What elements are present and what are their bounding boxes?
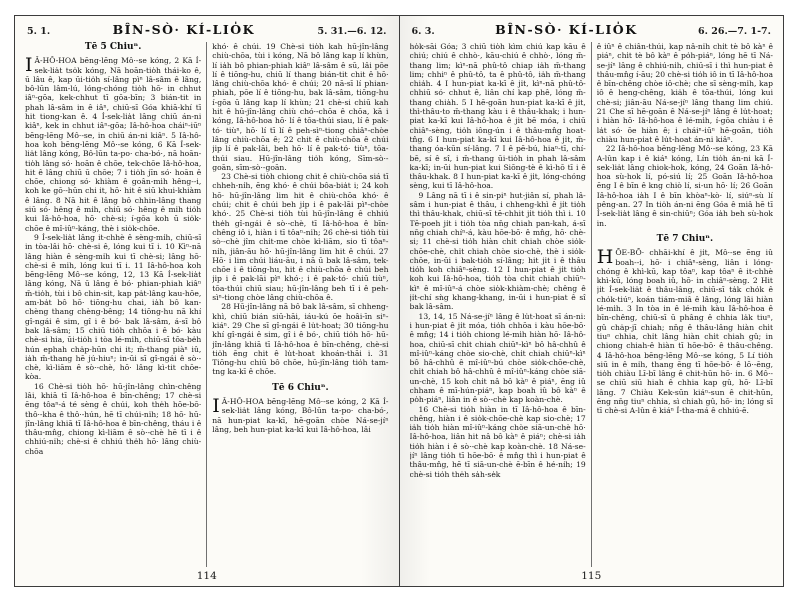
book-title: BÎN-SÒ· KÍ-LIO̍K <box>112 22 256 37</box>
chapter-heading: Tē 5 Chiuⁿ. <box>84 42 142 52</box>
right-page-column-2 <box>597 42 773 567</box>
verse-paragraph: 9 Í-sek-lia̍t lâng it-chhè ê sèng-mi̍h, chiū-sī in tòa-lâi hō· chè-si ê, lóng kui tī i. 10 Kìⁿ-nā lâng hiàn ê sèng-mi̍h kui tī chè-si; lâng hō· chè-si ê mi̍h, lóng kui tī i. 11 Iâ-hô-hoa koh bēng-lēng Mô·-se kóng, 12, 13 Kā Í-sek-lia̍t lâng kóng, Nā ū lâng ê bó· phian-phiah kiâⁿ m̄-tio̍h, tùi i bô chin-si̍t, kap pa̍t-lâng kau-hōe, am-ba̍t bô hō· tiōng-hu chai, ia̍h bô kan-chèng thang chèng-bêng; 14 tiōng-hu nā khí gî-ngái ê sim, gî i ê bó· bak lâ-sâm, á-sī bô bak lâ-sâm; 15 chiū tio̍h chhōa i ê bó· kàu chè-si hia, ūi-tio̍h i tòa lé-mi̍h, chiū-sī tōa-be̍h hún ephah cha̍p-hūn chi it; m̄-thang piàⁿ iû, ia̍h m̄-thang hē jú-hiuⁿ; in-ūi sī gî-ngái ê sò·-chè, kì-liām ê sò·-chè, hō· lâng kì-tit chōe-kòa. <box>25 232 202 382</box>
verse-paragraph: ê iûⁿ ê chiân-thúi, kap nâ-ni̍h chi̍t tè bô kàⁿ ê piáⁿ, chi̍t tè bô kàⁿ ê po̍h-piáⁿ, lóng hē tī Ná-se-jíⁿ lâng ê chhiú-ni̍h, chiū-sī i thì hun-piat ê thâu-mn̂g í-āu; 20 chè-si tio̍h iô in tī Iâ-hô-hoa ê bīn-chêng chòe iô-chè; che sī sèng-mi̍h, kap iô ê heng-chêng, kia̍h ê tōa-thúi, lóng kui chè-si; jiân-āu Ná-se-jíⁿ lâng thang lim chiú. 21 Che sī hē-goān ê Ná-se-jíⁿ lâng ê lu̍t-hoat; i hiàn hō· Iâ-hô-hoa ê lé-mi̍h, í-gōa chiàu i ê la̍t só· ōe hiàn ê; i cháiⁿ-iūⁿ hē-goān, tio̍h chiàu hun-piat ê lu̍t-hoat án-ni kiâⁿ. <box>596 42 773 144</box>
running-head-right-page <box>410 21 774 40</box>
right-page-column-1 <box>410 42 586 567</box>
column-divider <box>206 42 207 567</box>
verse-reference-right: 6. 26.—7. 1-7. <box>698 26 771 37</box>
left-page-column-2 <box>212 42 388 567</box>
left-page <box>15 16 399 586</box>
verse-paragraph: 23 Chè-si tio̍h chiong chit ê chiù-chōa siá tī chheh-ni̍h, ēng khó· ê chúi bôa-bia̍t i; 24 koh hō· hū-jîn-lâng lim hit ê chiù-chōa khó· ê chúi; chit ê chúi beh ji̍p i ê pak-lāi pìⁿ-chòe khó·. 25 Chè-si tio̍h tùi hū-jîn-lâng ê chhiú the̍h gî-ngái ê sò·-chè, tī Iâ-hô-hoa ê bīn-chêng iô i, hiàn i tī tôaⁿ-ni̍h; 26 chè-si tio̍h tùi sò·-chè jîm chi̍t-me chòe kì-liām, sio tī tôaⁿ-ni̍h, jiân-āu hō· hū-jîn-lâng lim hit ê chúi. 27 Hō· i lim chúi liáu-āu, i nā ū bak lâ-sâm, tek-chōe i ê tiōng-hu, hit ê chiù-chōa ê chúi beh ji̍p i ê pak-lāi pìⁿ khó·; i ê pak-tó· chiū tiùⁿ, tōa-thúi chiū siau; hū-jîn-lâng beh tī i ê peh-sìⁿ-tiong chòe lâng chiù-chōa ê. <box>212 172 389 303</box>
text-columns <box>410 42 774 567</box>
verse-reference-right: 5. 31.—6. 12. <box>317 26 387 37</box>
page-spread <box>14 15 784 587</box>
column-divider <box>591 42 592 567</box>
text-columns <box>25 42 389 567</box>
verse-paragraph: 9 Lâng nā tī i ê sin-piⁿ hut-jiân sí, phah lâ-sâm i hun-piat ê thâu, i chheng-khì ê ji̍t tio̍h thì thâu-khak, chiū-sī tē-chhit ji̍t tio̍h thì i. 10 Tē-poeh ji̍t i tio̍h tòa nn̄g chiah pan-kah, á-sī nn̄g chiah chíⁿ-á, kàu hōe-bō· ê mn̂g, hō· chè-si; 11 chè-si tio̍h hiàn chi̍t chiah chòe sio̍k-chōe-chè, chi̍t chiah chòe sio-chè, thè i sio̍k-chōe, in-ūi i bak-tio̍h sí-lâng; hit ji̍t i ê thâu tio̍h koh chiâⁿ-sèng. 12 I hun-piat ê ji̍t tio̍h koh kui Iâ-hô-hoa, tio̍h tòa chi̍t chiah chiūⁿ-kìⁿ ê mî-iûⁿ-á chòe sio̍k-khiàm-chè; chêng ê ji̍t-chí sǹg khang-khang, in-ūi i hun-piat ê sî bak lâ-sâm. <box>409 190 586 312</box>
drop-cap: I <box>212 394 220 417</box>
chapter-heading: Tē 7 Chiuⁿ. <box>656 233 714 244</box>
page-number: 115 <box>581 570 602 582</box>
verse-paragraph: 28 Hū-jîn-lâng nā bô bak lâ-sâm, sī chheng-khì, chiū bián siū-hāi, iáu-kú ōe hoâi-īn siⁿ-kiáⁿ. 29 Che sī gî-ngái ê lu̍t-hoat; 30 tiōng-hu khí gî-ngái ê sim, gî i ê bó·, chiū tio̍h hō· hū-jîn-lâng khiā tī Iâ-hô-hoa ê bīn-chêng, chè-si tio̍h ēng chit ê lu̍t-hoat khoán-thāi i. 31 Tiōng-hu chiū bô chōe, hū-jîn-lâng tio̍h tam-tng ka-kī ê chōe. <box>212 302 389 377</box>
verse-reference-left: 5. 1. <box>27 26 51 37</box>
running-head-left-page <box>25 21 389 40</box>
right-page <box>400 16 784 586</box>
verse-paragraph: 16 Chè-si tio̍h hō· hū-jîn-lâng chìn-chêng lâi, khiā tī Iâ-hô-hoa ê bīn-chêng; 17 chè-si ēng tôaⁿ-á té sèng ê chúi, koh the̍h hōe-bō· thô·-kha ê thô·-hún, hē tī chúi-ni̍h; 18 hō· hū-jîn-lâng khiā tī Iâ-hô-hoa ê bīn-chêng, tháu i ê thâu-mn̂g, chiong kì-liām ê sò·-chè hē tī i ê chhiú-ni̍h; chè-si ê chhiú the̍h hō· lâng chiù-chōa <box>25 381 202 456</box>
verse-paragraph <box>25 56 201 233</box>
drop-cap: I <box>25 54 33 77</box>
verse-paragraph <box>597 248 773 415</box>
book-title: BÎN-SÒ· KÍ-LIO̍K <box>495 22 638 37</box>
verse-reference-left: 6. 3. <box>411 26 435 37</box>
verse-paragraph: ho̍k-sāi Góa; 3 chiū tio̍h kìm chiú kap kāu ê chiú; chiú ê chhò·, kāu-chiú ê chhò·, lóng m̄-thang lim; kìⁿ-nā phû-tô chiap ia̍h m̄-thang lim; chhiⁿ ê phû-tô, ta ê phû-tô, ia̍h m̄-thang chia̍h. 4 I hun-piat ka-kī ê ji̍t, kìⁿ-nā phû-tô-chhiū só· chhut ê, liân chí kap phê, lóng m̄-thang chia̍h. 5 I hē-goān hun-piat ka-kī ê ji̍t, thì-thâu-to m̄-thang kàu i ê thâu-khak; i hun-piat ka-kī kui Iâ-hô-hoa ê ji̍t bē móa, i chiū chiâⁿ-sèng, tio̍h iông-ún i ê thâu-mn̂g hoat-tn̂g. 6 I hun-piat ka-kī kui Iâ-hô-hoa ê ji̍t, m̄-thang óa-kūn sí-lâng. 7 I ê pē-bú, hiaⁿ-tī, chí-bē, sí ê sî, i m̄-thang ūi-tio̍h in phah lâ-sâm ka-kī; in-ūi hun-piat kui Siōng-tè ê kì-hō tī i ê thâu-khak. 8 I hun-piat ka-kī ê ji̍t, lóng-chóng sèng, kui tī Iâ-hô-hoa. <box>409 42 586 191</box>
left-page-column-1 <box>25 42 201 567</box>
verse-paragraph: khó· ê chúi. 19 Chè-si tio̍h kah hū-jîn-lâng chiù-chōa, tùi i kóng, Nā bô lâng kap lí khùn, lí ia̍h bô phian-phiah kiâⁿ lâ-sâm ê sū, lâi pōe lí ê tiōng-hu, chiū lí thang bián-tit chit ê hō· lâng chiù-chōa khó· ê chúi; 20 nā-sī lí phian-phiah, pōe lí ê tiōng-hu, bak lâ-sâm, tiōng-hu í-gōa ū lâng kap lí khùn; 21 chè-si chiū kah hit ê hū-jîn-lâng chiù chó·-chōa ê chōa, kā i kóng, Iâ-hô-hoa hō· lí ê tōa-thúi siau, lí ê pak-tó· tiùⁿ, hō· lí tī lí ê peh-sìⁿ-tiong chiâⁿ-chòe lâng chiù-chōa ê; 22 chit ê chiù-chōa ê chúi ji̍p lí ê pak-lāi, beh hō· lí ê pak-tó· tiùⁿ, tōa-thúi siau. Hū-jîn-lâng tio̍h kóng, Sīm-sò·-goān, sīm-sò·-goān. <box>212 42 389 172</box>
chapter-heading: Tē 6 Chiuⁿ. <box>272 382 329 393</box>
verse-paragraph: 16 Chè-si tio̍h hiàn in tī Iâ-hô-hoa ê bīn-chêng, hiàn i ê sio̍k-chōe-chè kap sio-chè; 17 ia̍h tio̍h hiàn mî-iûⁿ-káng chòe siā-un-chè hō· Iâ-hô-hoa, liân hit nâ bô kàⁿ ê piáⁿ; chè-si ia̍h tio̍h hiàn i ê sò·-chè kap koàn-chè. 18 Ná-se-jíⁿ lâng tio̍h tī hōe-bō· ê mn̂g thì i hun-piat ê thâu-mn̂g, hē tī siā-un-chè ē-bīn ê hé-ni̍h; 19 chè-si tio̍h the̍h sa̍h-se̍k <box>409 404 586 479</box>
paragraph-text: ŌE-BŌ· chhāi-khí ê ji̍t, Mô·-se ēng iû boah--i, hō· i chiâⁿ-sèng, liân i lóng-chóng ê khì-kū, kap tôaⁿ, kap tôaⁿ ê it-chhè khì-kū, lóng boah iû, hō· in chiâⁿ-sèng. 2 Hit ji̍t Í-sek-lia̍t ê thâu-lâng, chiū-sī ta̍k cho̍k ê cho̍k-tiúⁿ, koán tiám-miâ ê lâng, lóng lâi hiàn lé-mi̍h. 3 In tòa in ê lé-mi̍h kàu Iâ-hô-hoa ê bīn-chêng, chiū-sī ū phâng ê chhia la̍k tiuⁿ, gû cha̍p-jī chiah; nn̄g ê thâu-lâng hiàn chi̍t tiuⁿ chhia, chi̍t lâng hiàn chi̍t chiah gû; in chiong chiah-ê hiàn tī hōe-bō· ê thâu-chêng. 4 Iâ-hô-hoa bēng-lēng Mô·-se kóng, 5 Lí tio̍h siū in ê mi̍h, thang ēng tī hōe-bō· ê lō·-ēng, tio̍h chiàu Lī-bī lâng ê chit-hūn hō· in. 6 Mô·-se chiū siū hiah ê chhia kap gû, hō· Lī-bī lâng. 7 Chiàu Kek-sūn kiáⁿ-sun ê chit-hūn, ēng nn̄g tiuⁿ chhia, sì chiah gû, hō· in; lóng sī tī chè-si A-lûn ê kiáⁿ Í-tha-má ê chhiú-ē. <box>596 248 773 416</box>
paragraph-text: Â-HÔ-HOA bēng-lēng Mô·-se kóng, 2 Kā Í-sek-lia̍t tso̍k kóng, Nā hoān-tio̍h thái-ko ê, ū lâu ê, kap ūi-tio̍h sí-lâng pìⁿ lâ-sâm ê lâng, bô-lūn lâm-lú, lóng-chóng tio̍h hō· in chhut iâⁿ-gōa, kek-chhut tī gōa-bīn; 3 bián-tit in phah lâ-sâm in ê iâⁿ, chiū-sī Góa khiā-khí tī hit tiong-kan ê. 4 Í-sek-lia̍t lâng chiū án-ni kiâⁿ, kek in chhut iâⁿ-gōa; Iâ-hô-hoa cháiⁿ-iūⁿ bēng-lēng Mô·-se, in chiū án-ni kiâⁿ. 5 Iâ-hô-hoa koh bēng-lēng Mô·-se kóng, 6 Kā Í-sek-lia̍t lâng kóng, Bô-lūn ta-po· cha-bó·, nā hoān-tio̍h lâng só· hoān ê chōe, tek-chōe Iâ-hô-hoa, hit ê lâng chiū ū chōe; 7 i tio̍h jīn só· hoān ê chōe, chiong só· khiàm ê goân-mi̍h hêng--i, koh ke gō·-hūn chi it, hō· hit ê siū khui-khiàm ê lâng. 8 Nā hit ê lâng bô chhin-lâng thang siū só· hêng ê mi̍h, chiū só· hêng ê mi̍h tio̍h kui Iâ-hô-hoa, hō· chè-si; í-gōa koh ū sio̍k-chōe ê mî-iûⁿ-káng, thè i sio̍k-chōe. <box>25 56 202 233</box>
drop-cap: H <box>596 246 614 269</box>
verse-paragraph: 13, 14, 15 Ná-se-jíⁿ lâng ê lu̍t-hoat sī án-ni: i hun-piat ê ji̍t móa, tio̍h chhōa i kàu hōe-bō· ê mn̂g; 14 i tio̍h chiong lé-mi̍h hiàn hō· Iâ-hô-hoa, chiū-sī chi̍t chiah chiūⁿ-kìⁿ bô hâ-chhû ê mî-iûⁿ-káng chòe sio-chè, chi̍t chiah chiūⁿ-kìⁿ bô hâ-chhû ê mî-iûⁿ-bú chòe sio̍k-chōe-chè, chi̍t chiah bô hâ-chhû ê mî-iûⁿ-káng chòe siā-un-chè, 15 koh chi̍t nâ bô kàⁿ ê piáⁿ, ēng iû chham ê mī-hún-piáⁿ, kap boah iû bô kàⁿ ê po̍h-piáⁿ, liân in ê sò·-chè kap koàn-chè. <box>409 311 586 405</box>
verse-paragraph: 22 Iâ-hô-hoa bēng-lēng Mô·-se kóng, 23 Kā A-lûn kap i ê kiáⁿ kóng, Lín tio̍h án-ni kā Í-sek-lia̍t lâng chiok-hok, kóng, 24 Goān Iâ-hô-hoa sù-hok lí, pó-siú lí; 25 Goān Iâ-hô-hoa ēng I ê bīn ê kng chiò lí, si-un hō· lí; 26 Goān Iâ-hô-hoa ia̍h I ê bīn khòaⁿ-kò· lí, siúⁿ-sù lí pêng-an. 27 In tio̍h án-ni ēng Góa ê miâ hē tī Í-sek-lia̍t lâng ê sin-chiūⁿ; Góa ia̍h beh sù-hok in. <box>596 144 773 228</box>
paragraph-text: Â-HÔ-HOA bēng-lēng Mô·-se kóng, 2 Kā Í-sek-lia̍t lâng kóng, Bô-lūn ta-po· cha-bó·, nā hun-piat ka-kī, hē-goān chòe Ná-se-jíⁿ lâng, beh hun-piat ka-kī kui Iâ-hô-hoa, lâi <box>212 396 389 434</box>
verse-paragraph <box>212 394 389 434</box>
page-number: 114 <box>196 570 217 582</box>
